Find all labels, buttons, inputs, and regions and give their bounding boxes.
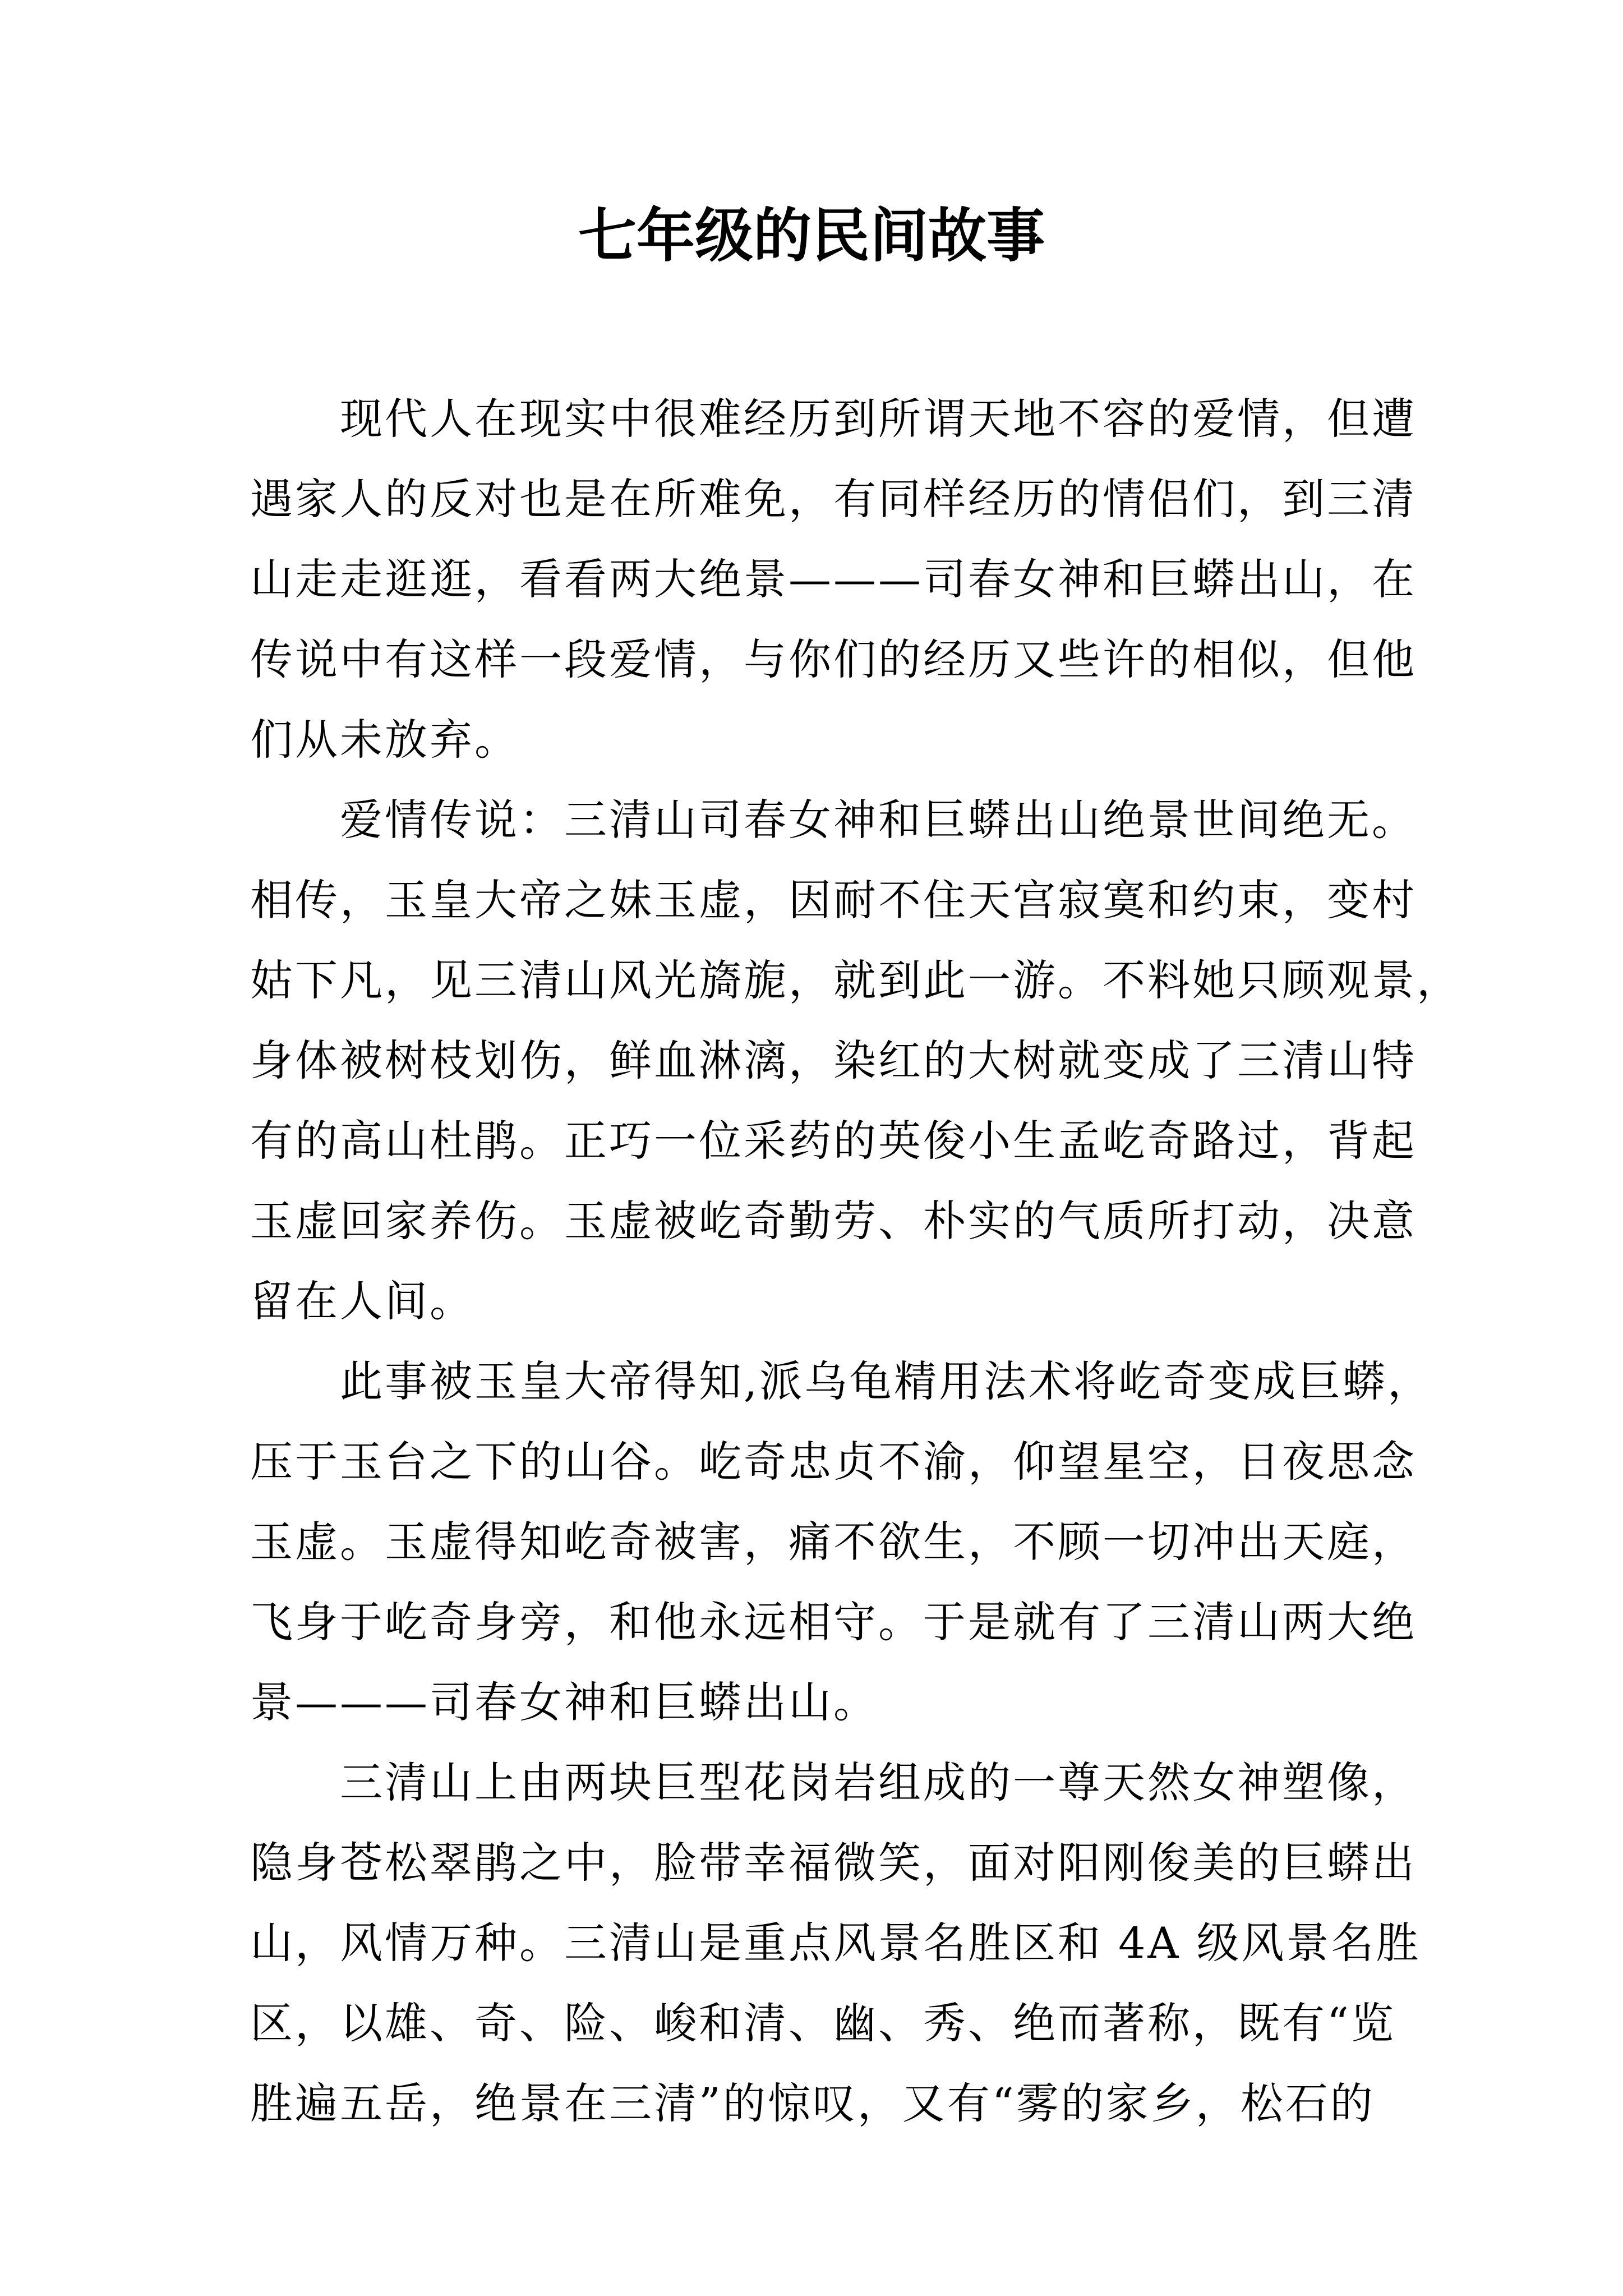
text-line: 们从未放弃。 [250, 715, 519, 765]
text-line: 身体被树枝划伤，鲜血淋漓，染红的大树就变成了三清山特 [250, 1036, 1417, 1085]
text-line: 有的高山杜鹃。正巧一位采药的英俊小生孟屹奇路过，背起 [250, 1116, 1417, 1166]
text-line: 此事被玉皇大帝得知,派乌龟精用法术将屹奇变成巨蟒， [340, 1356, 1433, 1406]
text-line: 隐身苍松翠鹃之中，脸带幸福微笑，面对阳刚俊美的巨蟒出 [250, 1838, 1417, 1888]
text-line: 遇家人的反对也是在所难免，有同样经历的情侣们，到三清 [250, 474, 1417, 524]
text-line: 压于玉台之下的山谷。屹奇忠贞不渝，仰望星空，日夜思念 [250, 1437, 1417, 1487]
paragraph [250, 1742, 1421, 2143]
text-line: 飞身于屹奇身旁，和他永远相守。于是就有了三清山两大绝 [250, 1597, 1417, 1647]
text-line: 现代人在现实中很难经历到所谓天地不容的爱情，但遭 [340, 394, 1417, 444]
document-body [250, 379, 1461, 2143]
text-line: 山走走逛逛，看看两大绝景———司春女神和巨蟒出山，在 [250, 554, 1417, 604]
text-line: 玉虚。玉虚得知屹奇被害，痛不欲生，不顾一切冲出天庭， [250, 1517, 1417, 1567]
paragraph [250, 379, 1417, 780]
text-line: 相传，玉皇大帝之妹玉虚，因耐不住天宫寂寞和约束，变村 [250, 875, 1417, 925]
text-line: 传说中有这样一段爱情，与你们的经历又些许的相似，但他 [250, 634, 1417, 684]
text-line: 爱情传说：三清山司春女神和巨蟒出山绝景世间绝无。 [340, 795, 1417, 845]
text-line: 区，以雄、奇、险、峻和清、幽、秀、绝而著称，既有“览 [250, 1998, 1396, 2048]
paragraph [250, 1341, 1433, 1742]
text-line: 景———司春女神和巨蟒出山。 [250, 1677, 878, 1727]
text-line: 留在人间。 [250, 1276, 474, 1326]
text-line: 玉虚回家养伤。玉虚被屹奇勤劳、朴实的气质所打动，决意 [250, 1196, 1417, 1246]
text-line: 三清山上由两块巨型花岗岩组成的一尊天然女神塑像， [340, 1757, 1417, 1807]
document-title: 七年级的民间故事 [578, 201, 1045, 270]
paragraph [250, 780, 1461, 1341]
text-line: 山，风情万种。三清山是重点风景名胜区和 4A 级风景名胜 [250, 1918, 1421, 1968]
text-line: 胜遍五岳，绝景在三清”的惊叹，又有“雾的家乡，松石的 [250, 2078, 1375, 2128]
text-line: 姑下凡，见三清山风光旖旎，就到此一游。不料她只顾观景， [250, 955, 1461, 1005]
